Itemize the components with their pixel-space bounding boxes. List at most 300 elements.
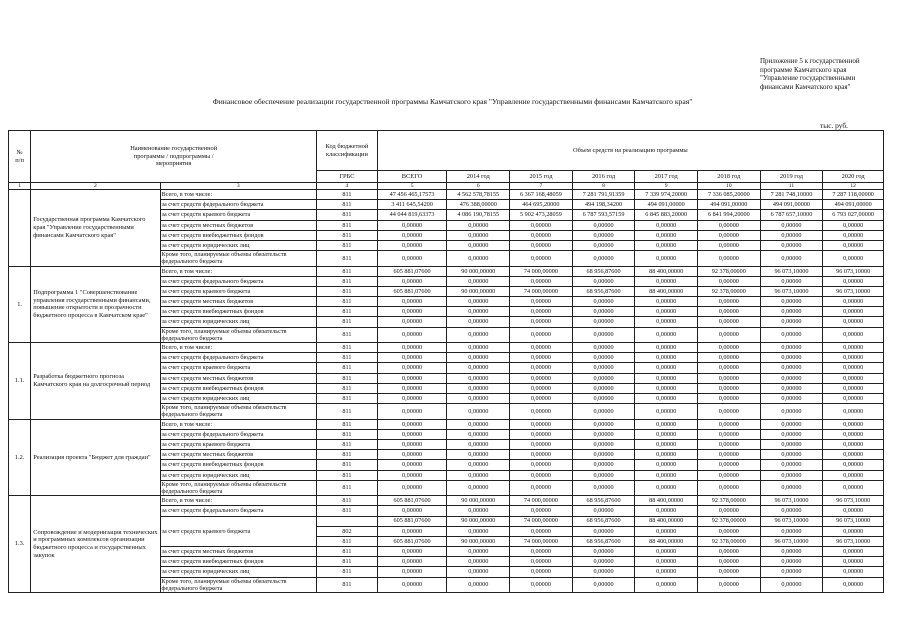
total-value: 605 881,07600	[377, 536, 447, 546]
section-name: Сопровождение и модернизация технических и программных комплексов организации бюджетного процесса и государственных закупок	[31, 496, 160, 593]
year-value: 74 000,00000	[510, 496, 573, 506]
section-name: Реализация проекта "Бюджет для граждан"	[31, 419, 160, 496]
year-value: 0,00000	[635, 363, 698, 373]
year-value: 0,00000	[447, 429, 510, 439]
year-value: 0,00000	[635, 327, 698, 342]
column-number: 12	[823, 183, 884, 190]
year-value: 0,00000	[760, 567, 823, 577]
total-value: 0,00000	[377, 460, 447, 470]
funding-source: Кроме того, планируемые объемы обязательств федерального бюджета	[160, 404, 317, 419]
year-value: 0,00000	[510, 429, 573, 439]
year-value: 68 956,87600	[572, 266, 635, 276]
header-number: № п/п	[9, 131, 31, 183]
header-volume: Объем средств на реализацию программы	[377, 131, 883, 171]
year-value: 0,00000	[447, 557, 510, 567]
year-value: 0,00000	[760, 450, 823, 460]
grbs-code: 811	[317, 230, 378, 240]
total-value: 0,00000	[377, 450, 447, 460]
grbs-code: 811	[317, 439, 378, 449]
year-value: 0,00000	[447, 230, 510, 240]
year-value: 0,00000	[447, 567, 510, 577]
year-value: 0,00000	[698, 317, 761, 327]
year-value: 0,00000	[823, 429, 884, 439]
total-value: 605 881,07600	[377, 266, 447, 276]
year-value: 0,00000	[447, 506, 510, 516]
funding-source: за счет средств местных бюджетов	[160, 547, 317, 557]
year-value: 0,00000	[760, 557, 823, 567]
total-value: 0,00000	[377, 526, 447, 536]
grbs-code: 811	[317, 557, 378, 567]
year-value: 0,00000	[572, 297, 635, 307]
header-name: Наименование государственной программы / подпрограммы / мероприятия	[31, 131, 317, 183]
table-row	[9, 419, 884, 429]
year-value: 92 378,00000	[698, 496, 761, 506]
year-value: 0,00000	[447, 577, 510, 592]
funding-source: за счет средств краевого бюджета	[160, 210, 317, 220]
year-value: 6 367 168,48059	[510, 190, 573, 200]
year-value: 0,00000	[823, 567, 884, 577]
year-value: 0,00000	[447, 317, 510, 327]
year-value: 0,00000	[698, 230, 761, 240]
year-value: 0,00000	[635, 373, 698, 383]
total-value: 44 044 819,63373	[377, 210, 447, 220]
year-value: 0,00000	[510, 547, 573, 557]
year-value: 0,00000	[760, 297, 823, 307]
header-year: 2019 год	[760, 171, 823, 183]
grbs-code: 811	[317, 429, 378, 439]
funding-source: за счет средств местных бюджетов	[160, 220, 317, 230]
grbs-code: 811	[317, 419, 378, 429]
funding-source: за счет средств юридических лиц	[160, 394, 317, 404]
year-value: 0,00000	[510, 526, 573, 536]
total-value: 0,00000	[377, 547, 447, 557]
year-value: 0,00000	[572, 230, 635, 240]
year-value: 0,00000	[572, 327, 635, 342]
grbs-code: 811	[317, 317, 378, 327]
year-value: 88 400,00000	[635, 516, 698, 526]
year-value: 0,00000	[760, 383, 823, 393]
year-value: 0,00000	[823, 373, 884, 383]
funding-source: за счет средств федерального бюджета	[160, 276, 317, 286]
year-value: 0,00000	[572, 460, 635, 470]
year-value: 0,00000	[572, 220, 635, 230]
year-value: 92 378,00000	[698, 536, 761, 546]
grbs-code: 811	[317, 577, 378, 592]
year-value: 0,00000	[447, 394, 510, 404]
year-value: 0,00000	[823, 307, 884, 317]
year-value: 0,00000	[698, 470, 761, 480]
year-value: 0,00000	[447, 307, 510, 317]
year-value: 68 956,87600	[572, 496, 635, 506]
section-number: 1.2.	[9, 419, 31, 496]
year-value: 0,00000	[823, 450, 884, 460]
total-value: 0,00000	[377, 557, 447, 567]
year-value: 90 000,00000	[447, 266, 510, 276]
year-value: 0,00000	[760, 373, 823, 383]
total-value: 47 456 465,17573	[377, 190, 447, 200]
section-number: 1.3.	[9, 496, 31, 593]
year-value: 0,00000	[823, 343, 884, 353]
year-value: 0,00000	[510, 404, 573, 419]
year-value: 0,00000	[823, 577, 884, 592]
year-value: 0,00000	[698, 460, 761, 470]
year-value: 0,00000	[698, 343, 761, 353]
column-number: 5	[377, 183, 447, 190]
year-value: 0,00000	[572, 470, 635, 480]
year-value: 0,00000	[760, 240, 823, 250]
grbs-code: 811	[317, 394, 378, 404]
grbs-code: 811	[317, 210, 378, 220]
year-value: 0,00000	[698, 394, 761, 404]
year-value: 0,00000	[823, 363, 884, 373]
year-value: 0,00000	[635, 450, 698, 460]
year-value: 0,00000	[823, 404, 884, 419]
total-value: 0,00000	[377, 439, 447, 449]
year-value: 0,00000	[447, 526, 510, 536]
year-value: 0,00000	[823, 526, 884, 536]
year-value: 0,00000	[572, 317, 635, 327]
funding-source: за счет средств юридических лиц	[160, 470, 317, 480]
year-value: 0,00000	[698, 363, 761, 373]
year-value: 7 339 974,20000	[635, 190, 698, 200]
year-value: 0,00000	[510, 506, 573, 516]
year-value: 0,00000	[698, 373, 761, 383]
year-value: 0,00000	[635, 394, 698, 404]
grbs-code: 811	[317, 343, 378, 353]
year-value: 0,00000	[572, 307, 635, 317]
header-year: 2015 год	[510, 171, 573, 183]
table-row	[9, 266, 884, 276]
year-value: 0,00000	[572, 567, 635, 577]
year-value: 0,00000	[447, 297, 510, 307]
total-value: 0,00000	[377, 373, 447, 383]
year-value: 96 073,10000	[760, 516, 823, 526]
total-value: 3 411 645,54200	[377, 200, 447, 210]
year-value: 0,00000	[760, 506, 823, 516]
year-value: 96 073,10000	[760, 266, 823, 276]
year-value: 0,00000	[760, 363, 823, 373]
year-value: 96 073,10000	[823, 286, 884, 296]
year-value: 0,00000	[635, 470, 698, 480]
header-total: ВСЕГО	[377, 171, 447, 183]
year-value: 0,00000	[572, 557, 635, 567]
year-value: 0,00000	[447, 460, 510, 470]
year-value: 0,00000	[823, 470, 884, 480]
funding-source: за счет средств местных бюджетов	[160, 297, 317, 307]
funding-source: Всего, в том числе:	[160, 419, 317, 429]
funding-source: Кроме того, планируемые объемы обязательств федерального бюджета	[160, 577, 317, 592]
year-value: 0,00000	[510, 353, 573, 363]
year-value: 0,00000	[510, 373, 573, 383]
table-row	[9, 190, 884, 200]
year-value: 0,00000	[510, 343, 573, 353]
year-value: 0,00000	[698, 327, 761, 342]
total-value: 0,00000	[377, 470, 447, 480]
year-value: 88 400,00000	[635, 536, 698, 546]
grbs-code: 811	[317, 200, 378, 210]
section-name: Государственная программа Камчатского края "Управление государственными финансами Камчатского края"	[31, 190, 160, 267]
year-value: 0,00000	[760, 353, 823, 363]
year-value: 0,00000	[698, 220, 761, 230]
year-value: 464 695,20000	[510, 200, 573, 210]
year-value: 74 000,00000	[510, 266, 573, 276]
year-value: 0,00000	[572, 577, 635, 592]
year-value: 0,00000	[823, 327, 884, 342]
grbs-code: 811	[317, 470, 378, 480]
column-number: 7	[510, 183, 573, 190]
year-value: 88 400,00000	[635, 286, 698, 296]
year-value: 0,00000	[447, 251, 510, 266]
year-value: 0,00000	[823, 557, 884, 567]
year-value: 0,00000	[510, 480, 573, 495]
funding-source: за счет средств краевого бюджета	[160, 363, 317, 373]
year-value: 0,00000	[447, 470, 510, 480]
funding-source: Всего, в том числе:	[160, 343, 317, 353]
table-row	[9, 496, 884, 506]
year-value: 96 073,10000	[823, 516, 884, 526]
year-value: 0,00000	[635, 429, 698, 439]
year-value: 92 378,00000	[698, 286, 761, 296]
year-value: 0,00000	[698, 577, 761, 592]
total-value: 0,00000	[377, 327, 447, 342]
total-value: 0,00000	[377, 394, 447, 404]
year-value: 0,00000	[635, 343, 698, 353]
total-value: 0,00000	[377, 307, 447, 317]
year-value: 0,00000	[823, 419, 884, 429]
year-value: 0,00000	[760, 439, 823, 449]
year-value: 0,00000	[510, 327, 573, 342]
year-value: 0,00000	[698, 506, 761, 516]
funding-source: за счет средств краевого бюджета	[160, 516, 317, 547]
year-value: 68 956,87600	[572, 516, 635, 526]
year-value: 0,00000	[698, 419, 761, 429]
header-row-1	[9, 131, 884, 171]
year-value: 494 091,00000	[698, 200, 761, 210]
year-value: 0,00000	[447, 480, 510, 495]
year-value: 74 000,00000	[510, 286, 573, 296]
year-value: 0,00000	[572, 419, 635, 429]
year-value: 5 902 473,28059	[510, 210, 573, 220]
year-value: 0,00000	[823, 251, 884, 266]
year-value: 74 000,00000	[510, 536, 573, 546]
funding-source: за счет средств юридических лиц	[160, 567, 317, 577]
year-value: 494 091,00000	[635, 200, 698, 210]
year-value: 0,00000	[572, 506, 635, 516]
column-number: 10	[698, 183, 761, 190]
year-value: 0,00000	[447, 439, 510, 449]
year-value: 0,00000	[510, 450, 573, 460]
year-value: 7 336 085,20000	[698, 190, 761, 200]
year-value: 68 956,87600	[572, 286, 635, 296]
year-value: 0,00000	[698, 307, 761, 317]
column-number: 1	[9, 183, 31, 190]
total-value: 0,00000	[377, 220, 447, 230]
year-value: 0,00000	[635, 276, 698, 286]
year-value: 0,00000	[698, 251, 761, 266]
year-value: 0,00000	[510, 567, 573, 577]
total-value: 0,00000	[377, 577, 447, 592]
year-value: 0,00000	[698, 567, 761, 577]
year-value: 0,00000	[698, 547, 761, 557]
year-value: 0,00000	[572, 429, 635, 439]
grbs-code: 811	[317, 297, 378, 307]
year-value: 0,00000	[823, 297, 884, 307]
column-numbers-row	[9, 183, 884, 190]
total-value: 605 881,07600	[377, 516, 447, 526]
grbs-code: 811	[317, 373, 378, 383]
funding-source: Всего, в том числе:	[160, 496, 317, 506]
year-value: 0,00000	[447, 240, 510, 250]
total-value: 0,00000	[377, 480, 447, 495]
total-value: 0,00000	[377, 404, 447, 419]
year-value: 0,00000	[510, 297, 573, 307]
year-value: 0,00000	[635, 220, 698, 230]
year-value: 0,00000	[698, 526, 761, 536]
year-value: 0,00000	[572, 383, 635, 393]
grbs-code: 811	[317, 536, 378, 546]
year-value: 0,00000	[760, 327, 823, 342]
year-value: 0,00000	[635, 353, 698, 363]
column-number: 4	[317, 183, 378, 190]
funding-source: за счет средств краевого бюджета	[160, 439, 317, 449]
year-value: 0,00000	[698, 450, 761, 460]
year-value: 0,00000	[823, 220, 884, 230]
column-number: 6	[447, 183, 510, 190]
year-value: 0,00000	[572, 450, 635, 460]
document-title: Финансовое обеспечение реализации государственной программы Камчатского края "Управление государственными финансами Камчатского края"	[212, 97, 693, 106]
year-value: 0,00000	[510, 383, 573, 393]
total-value: 0,00000	[377, 419, 447, 429]
total-value: 0,00000	[377, 240, 447, 250]
year-value: 90 000,00000	[447, 516, 510, 526]
units-label: тыс. руб.	[820, 121, 848, 130]
year-value: 0,00000	[447, 419, 510, 429]
grbs-code: 811	[317, 307, 378, 317]
year-value: 0,00000	[447, 363, 510, 373]
year-value: 0,00000	[760, 394, 823, 404]
year-value: 0,00000	[572, 251, 635, 266]
grbs-code: 811	[317, 363, 378, 373]
total-value: 605 881,07600	[377, 286, 447, 296]
year-value: 0,00000	[760, 230, 823, 240]
year-value: 6 787 593,57159	[572, 210, 635, 220]
total-value: 0,00000	[377, 353, 447, 363]
total-value: 0,00000	[377, 317, 447, 327]
year-value: 0,00000	[760, 307, 823, 317]
year-value: 0,00000	[760, 577, 823, 592]
column-number: 2	[31, 183, 160, 190]
year-value: 96 073,10000	[760, 286, 823, 296]
funding-source: за счет средств внебюджетных фондов	[160, 383, 317, 393]
year-value: 4 562 578,78155	[447, 190, 510, 200]
year-value: 0,00000	[635, 460, 698, 470]
year-value: 0,00000	[447, 373, 510, 383]
year-value: 0,00000	[510, 460, 573, 470]
year-value: 0,00000	[760, 251, 823, 266]
appendix-note: Приложение 5 к государственной программе Камчатского края "Управление государственными финансами Камчатского края"	[760, 57, 860, 91]
year-value: 0,00000	[760, 480, 823, 495]
grbs-code: 811	[317, 327, 378, 342]
year-value: 494 091,00000	[760, 200, 823, 210]
year-value: 88 400,00000	[635, 496, 698, 506]
year-value: 0,00000	[635, 251, 698, 266]
header-year: 2020 год	[823, 171, 884, 183]
column-number: 9	[635, 183, 698, 190]
total-value: 0,00000	[377, 429, 447, 439]
year-value: 6 841 994,20000	[698, 210, 761, 220]
year-value: 0,00000	[635, 383, 698, 393]
grbs-code: 811	[317, 496, 378, 506]
year-value: 0,00000	[698, 383, 761, 393]
grbs-code: 811	[317, 353, 378, 363]
year-value: 0,00000	[510, 419, 573, 429]
grbs-code	[317, 516, 378, 526]
year-value: 0,00000	[760, 419, 823, 429]
header-year: 2018 год	[698, 171, 761, 183]
year-value: 494 198,34200	[572, 200, 635, 210]
grbs-code: 811	[317, 460, 378, 470]
year-value: 0,00000	[510, 307, 573, 317]
year-value: 0,00000	[823, 383, 884, 393]
year-value: 0,00000	[447, 327, 510, 342]
year-value: 0,00000	[572, 394, 635, 404]
year-value: 494 091,00000	[823, 200, 884, 210]
year-value: 0,00000	[760, 460, 823, 470]
year-value: 7 287 118,00000	[823, 190, 884, 200]
header-year: 2017 год	[635, 171, 698, 183]
grbs-code: 802	[317, 526, 378, 536]
year-value: 0,00000	[635, 419, 698, 429]
year-value: 0,00000	[760, 470, 823, 480]
year-value: 96 073,10000	[760, 536, 823, 546]
year-value: 96 073,10000	[823, 536, 884, 546]
year-value: 0,00000	[698, 297, 761, 307]
year-value: 0,00000	[572, 439, 635, 449]
year-value: 0,00000	[635, 480, 698, 495]
year-value: 0,00000	[823, 317, 884, 327]
year-value: 0,00000	[760, 526, 823, 536]
year-value: 6 793 027,00000	[823, 210, 884, 220]
year-value: 0,00000	[698, 353, 761, 363]
year-value: 0,00000	[635, 297, 698, 307]
grbs-code: 811	[317, 404, 378, 419]
year-value: 0,00000	[510, 240, 573, 250]
year-value: 0,00000	[823, 230, 884, 240]
year-value: 0,00000	[760, 276, 823, 286]
grbs-code: 811	[317, 450, 378, 460]
year-value: 0,00000	[698, 429, 761, 439]
year-value: 0,00000	[572, 373, 635, 383]
total-value: 0,00000	[377, 297, 447, 307]
header-year: 2014 год	[447, 171, 510, 183]
year-value: 0,00000	[698, 557, 761, 567]
header-year: 2016 год	[572, 171, 635, 183]
year-value: 0,00000	[635, 230, 698, 240]
year-value: 0,00000	[760, 317, 823, 327]
year-value: 96 073,10000	[823, 496, 884, 506]
grbs-code: 811	[317, 266, 378, 276]
year-value: 90 000,00000	[447, 496, 510, 506]
funding-source: Кроме того, планируемые объемы обязательств федерального бюджета	[160, 251, 317, 266]
year-value: 0,00000	[510, 557, 573, 567]
year-value: 6 787 657,10000	[760, 210, 823, 220]
section-number: 1.	[9, 266, 31, 343]
year-value: 0,00000	[635, 557, 698, 567]
grbs-code: 811	[317, 506, 378, 516]
year-value: 0,00000	[635, 506, 698, 516]
year-value: 4 086 190,78155	[447, 210, 510, 220]
year-value: 0,00000	[823, 353, 884, 363]
